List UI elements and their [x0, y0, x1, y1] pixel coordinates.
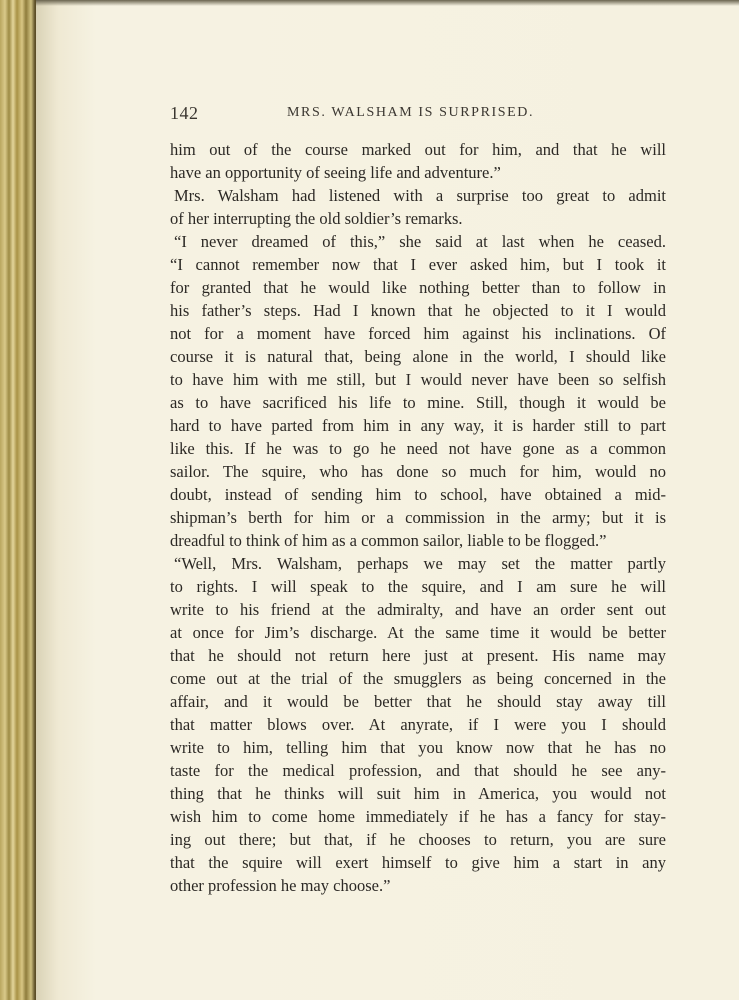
text-line: as to have sacrificed his life to mine. Still, though it would be [170, 393, 666, 412]
text-line: course it is natural that, being alone in the world, I should like [170, 347, 666, 366]
text-line: “I never dreamed of this,” she said at last when he ceased. [174, 232, 666, 251]
text-line: at once for Jim’s discharge. At the same time it would be better [170, 623, 666, 642]
text-line: like this. If he was to go he need not have gone as a common [170, 439, 666, 458]
text-line: him out of the course marked out for him, and that he will [170, 140, 666, 159]
text-line: “Well, Mrs. Walsham, perhaps we may set the matter partly [174, 554, 666, 573]
page-number: 142 [170, 103, 199, 123]
text-line: of her interrupting the old soldier’s remarks. [170, 209, 463, 228]
text-line: to have him with me still, but I would never have been so selfish [170, 370, 666, 389]
page-header [167, 103, 667, 127]
page-edge-shadow [36, 0, 739, 6]
book-binding [0, 0, 36, 1000]
text-line: come out at the trial of the smugglers as being concerned in the [170, 669, 666, 688]
text-line: other profession he may choose.” [170, 876, 391, 895]
text-line: “I cannot remember now that I ever asked him, but I took it [170, 255, 666, 274]
text-line: wish him to come home immediately if he has a fancy for stay- [170, 807, 666, 826]
text-line: affair, and it would be better that he should stay away till [170, 692, 666, 711]
running-title: MRS. WALSHAM IS SURPRISED. [287, 105, 535, 120]
text-line: write to him, telling him that you know now that he has no [170, 738, 666, 757]
text-line: dreadful to think of him as a common sailor, liable to be flogged.” [170, 531, 607, 550]
text-line: write to his friend at the admiralty, and have an order sent out [170, 600, 666, 619]
text-line: sailor. The squire, who has done so much for him, would no [170, 462, 666, 481]
text-line: for granted that he would like nothing better than to follow in [170, 278, 666, 297]
text-line: hard to have parted from him in any way, it is harder still to part [170, 416, 666, 435]
text-line: Mrs. Walsham had listened with a surprise too great to admit [174, 186, 666, 205]
text-line: shipman’s berth for him or a commission in the army; but it is [170, 508, 666, 527]
text-line: thing that he thinks will suit him in America, you would not [170, 784, 666, 803]
body-text [170, 138, 666, 897]
text-line: that he should not return here just at present. His name may [170, 646, 666, 665]
text-line: have an opportunity of seeing life and adventure.” [170, 163, 501, 182]
text-line: to rights. I will speak to the squire, and I am sure he will [170, 577, 666, 596]
text-line: that the squire will exert himself to give him a start in any [170, 853, 666, 872]
text-line: his father’s steps. Had I known that he objected to it I would [170, 301, 666, 320]
text-line: taste for the medical profession, and that should he see any- [170, 761, 666, 780]
text-line: ing out there; but that, if he chooses to return, you are sure [170, 830, 666, 849]
text-line: not for a moment have forced him against his inclinations. Of [170, 324, 666, 343]
text-line: that matter blows over. At anyrate, if I were you I should [170, 715, 666, 734]
text-line: doubt, instead of sending him to school, have obtained a mid- [170, 485, 666, 504]
